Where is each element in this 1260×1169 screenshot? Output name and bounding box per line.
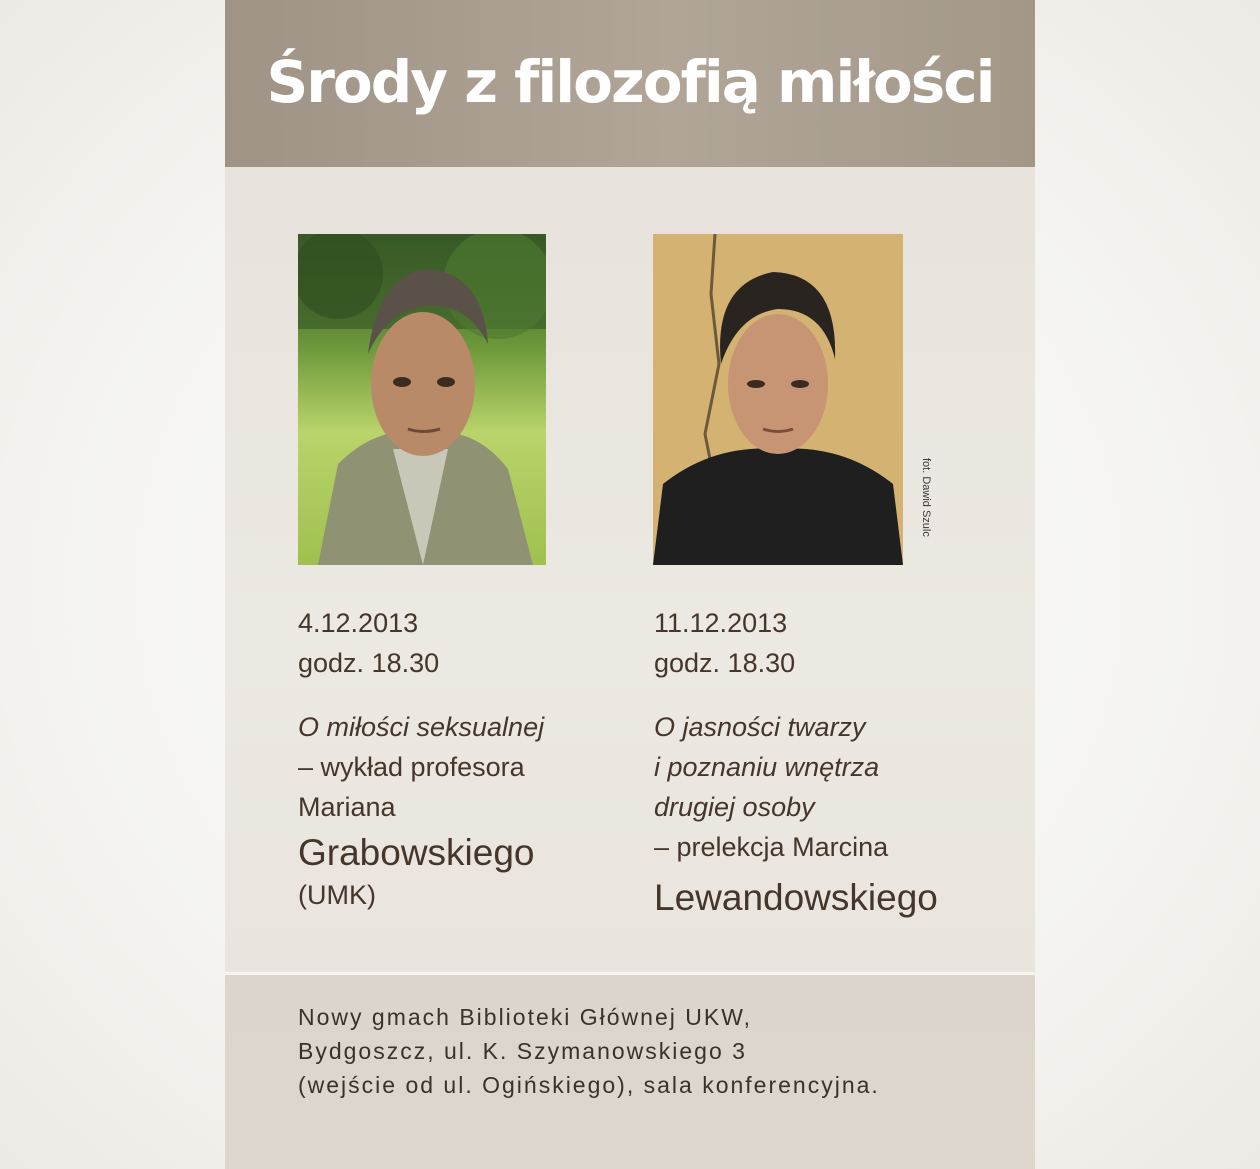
event-1-date: 4.12.2013 <box>298 608 419 638</box>
event-2-date: 11.12.2013 <box>654 608 788 638</box>
speaker-photo-grabowski <box>298 234 546 565</box>
event-1-topic: O miłości seksualnej <box>298 712 545 742</box>
footer <box>225 975 1035 1169</box>
event-2 <box>654 603 1034 925</box>
event-2-surname: Lewandowskiego <box>654 877 938 918</box>
speaker-photo-lewandowski <box>653 234 903 565</box>
poster <box>225 0 1035 1169</box>
event-2-topic-line-1: O jasności twarzy <box>654 712 866 742</box>
event-1-line2: – wykład profesora <box>298 752 525 782</box>
event-2-topic-line-3: drugiej osoby <box>654 792 815 822</box>
event-1-surname: Grabowskiego <box>298 832 535 873</box>
header-banner <box>225 0 1035 167</box>
poster-title: Środy z filozofią miłości <box>266 48 994 116</box>
address-line-3: (wejście od ul. Ogińskiego), sala konferencyjna. <box>298 1072 880 1098</box>
event-2-topic-line-2: i poznaniu wnętrza <box>654 752 880 782</box>
address-line-2: Bydgoszcz, ul. K. Szymanowskiego 3 <box>298 1038 747 1064</box>
event-1 <box>298 603 638 915</box>
photo-credit: fot. Dawid Szulc <box>920 458 932 537</box>
address-line-1: Nowy gmach Biblioteki Głównej UKW, <box>298 1004 753 1030</box>
venue-address <box>298 1000 880 1102</box>
event-1-time: godz. 18.30 <box>298 648 440 678</box>
event-1-affiliation: (UMK) <box>298 880 376 910</box>
event-2-line4: – prelekcja Marcina <box>654 832 889 862</box>
event-1-line3: Mariana <box>298 792 396 822</box>
event-2-time: godz. 18.30 <box>654 648 796 678</box>
